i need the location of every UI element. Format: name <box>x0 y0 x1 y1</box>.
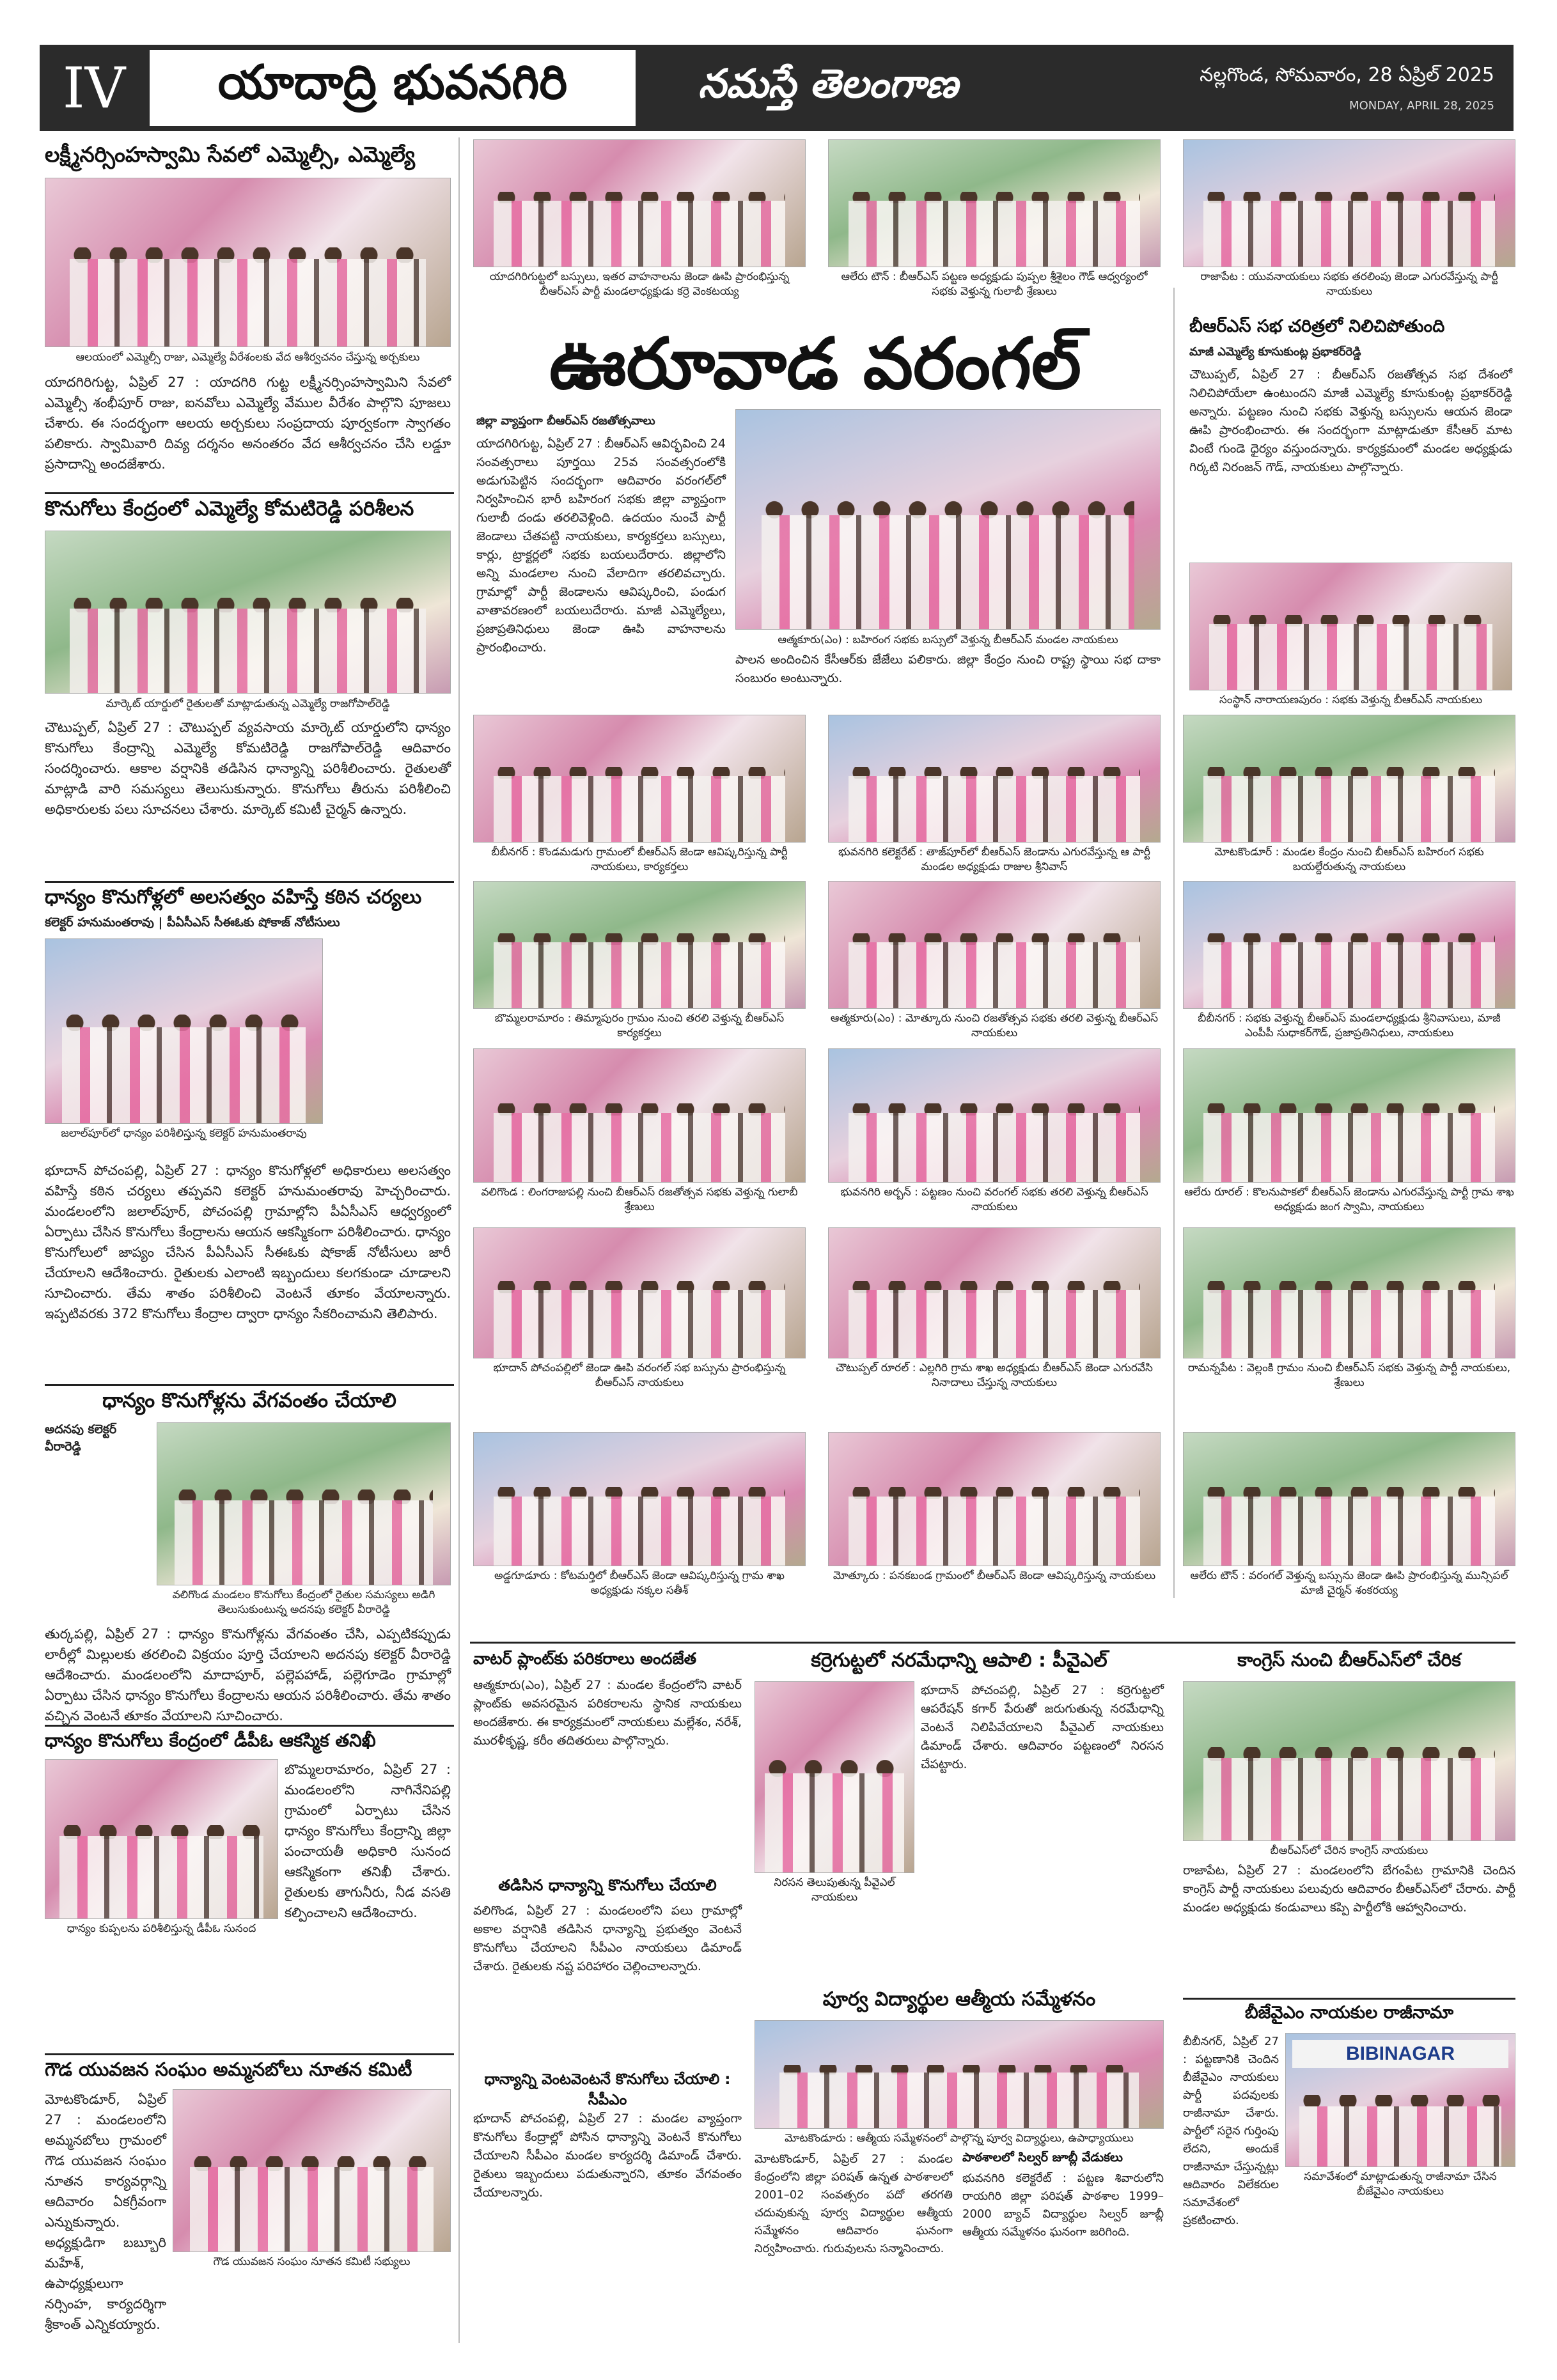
story5-headline: ధాన్యం కొనుగోలు కేంద్రంలో డీపీఓ ఆకస్మిక తనిఖీ <box>45 1730 376 1751</box>
grid-photo <box>1183 881 1515 1009</box>
pyl-body: భూదాన్ పోచంపల్లి, ఏప్రిల్ 27 : కర్రెగుట్టలో ఆపరేషన్ కగార్ పేరుతో జరుగుతున్న నరమేధాన్ని వెంటనే నిలిపివేయాలని పీవైఎల్ నాయకులు డిమాండ్ చేశారు. ఆదివారం పట్టణంలో నిరసన చేపట్టారు. <box>921 1683 1164 1771</box>
lead-body-col3: పాలన అందించిన కేసీఆర్‌కు జేజేలు పలికారు. జిల్లా కేంద్రం నుంచి రాష్ట్ర స్థాయి సభ దాకా సంబురం అంటున్నారు. <box>735 653 1161 685</box>
story-divider <box>45 1725 454 1727</box>
column-divider <box>1173 288 1175 1598</box>
right-box-photo <box>1189 563 1512 690</box>
congress-body: రాజాపేట, ఏప్రిల్ 27 : మండలంలోని బేగంపేట గ్రామానికి చెందిన కాంగ్రెస్ పార్టీ నాయకులు పలువురు ఆదివారం బీఆర్‌ఎస్‌లో చేరారు. పార్టీ మండల అధ్యక్షుడు కండువాలు కప్పి పార్టీలోకి ఆహ్వానించారు. <box>1183 1863 1515 1915</box>
silver-body: భువనగిరి కలెక్టరేట్ : పట్టణ శివారులోని రాయగిరి జిల్లా పరిషత్ పాఠశాల 1999–2000 బ్యాచ్ విద్యార్థుల సిల్వర్ జూబ్లీ ఆత్మీయ సమ్మేళనం ఘనంగా జరిగింది. <box>962 2172 1164 2239</box>
grid-photo <box>828 1048 1161 1183</box>
bjym-banner: BIBINAGAR <box>1292 2040 1508 2068</box>
story4-byline: అదనపు కలెక్టర్ వీరారెడ్డి <box>45 1422 117 1454</box>
bjym-body-cont <box>1183 2212 1515 2340</box>
top-photo-3-caption: రాజాపేట : యువనాయకులు సభకు తరలింపు జెండా ఎగురవేస్తున్న పార్టీ నాయకులు <box>1200 270 1498 298</box>
page-number: IV <box>62 55 126 121</box>
grid-photo <box>828 1227 1161 1358</box>
column-divider <box>458 137 460 2343</box>
story4-body: తుర్కపల్లి, ఏప్రిల్ 27 : ధాన్యం కొనుగోళ్లను వేగవంతం చేసి, ఎప్పటికప్పుడు లారీల్లో మిల్లులకు తరలించి విక్రయం పూర్తి చేయాలని అదనపు కలెక్టర్ వీరారెడ్డి ఆదేశించారు. మండలంలోని మాదాపూర్, పల్లెపహాడ్, పల్లెగూడెం గ్రామాల్లో ఏర్పాటు చేసిన ధాన్యం కొనుగోలు కేంద్రాలను ఆయన పరిశీలించారు. తేమ శాతం వచ్చిన వెంటనే తూకం వేయాలని సూచించారు. <box>45 1626 451 1723</box>
grid-photo <box>1183 1048 1515 1183</box>
grid-caption: చౌటుప్పల్ రూరల్ : ఎల్లగిరి గ్రామ శాఖ అధ్యక్షుడు బీఆర్‌ఎస్ జెండా ఎగురవేసి నినాదాలు చేస్తున్న నాయకులు <box>836 1362 1153 1389</box>
story-divider <box>1183 1998 1515 2000</box>
story3-headline: ధాన్యం కొనుగోళ్లలో అలసత్వం వహిస్తే కఠిన చర్యలు <box>45 886 422 908</box>
section-title: యాదాద్రి భువనగిరి <box>150 50 636 126</box>
grid-caption: మోటకొండూర్ : మండల కేంద్రం నుంచి బీఆర్‌ఎస్ బహిరంగ సభకు బయల్దేరుతున్న నాయకులు <box>1214 846 1484 873</box>
grid-caption: రామన్నపేట : వెల్లంకి గ్రామం నుంచి బీఆర్‌ఎస్ సభకు వెళ్తున్న పార్టీ నాయకులు, శ్రేణులు <box>1187 1362 1511 1389</box>
buy-now-body: భూదాన్ పోచంపల్లి, ఏప్రిల్ 27 : మండల వ్యాప్తంగా కొనుగోలు కేంద్రాల్లో పోసిన ధాన్యాన్ని వెంటనే కొనుగోలు చేయాలని సీపీఎం మండల కార్యదర్శి డిమాండ్ చేశారు. రైతులు ఇబ్బందులు పడుతున్నారని, తూకం వేగవంతం చేయాలన్నారు. <box>473 2112 742 2200</box>
buy-now-headline: ధాన్యాన్ని వెంటవెంటనే కొనుగోలు చేయాలి : సీపీఎం <box>484 2071 731 2108</box>
date-english: MONDAY, APRIL 28, 2025 <box>1349 99 1494 113</box>
story1-headline: లక్ష్మీనర్సింహస్వామి సేవలో ఎమ్మెల్సీ, ఎమ్మెల్యే <box>45 142 415 167</box>
top-photo-3 <box>1183 139 1515 267</box>
section-divider <box>470 1642 1515 1644</box>
grid-caption: బీబీనగర్ : కొండమడుగు గ్రామంలో బీఆర్‌ఎస్ జెండా ఆవిష్కరిస్తున్న పార్టీ నాయకులు, కార్యకర్తలు <box>491 846 788 873</box>
bjym-body: బీబీనగర్, ఏప్రిల్ 27 : పట్టణానికి చెందిన బీజేవైఎం నాయకులు పార్టీ పదవులకు రాజీనామా చేశారు. పార్టీలో సరైన గుర్తింపు లేదని, అందుకే రాజీనామా చేస్తున్నట్లు ఆదివారం విలేకరుల సమావేశంలో ప్రకటించారు. <box>1183 2035 1279 2227</box>
lead-headline: ఊరూవాడ వరంగల్ <box>549 323 1082 405</box>
lead-photo-caption: ఆత్మకూరు(ఎం) : బహిరంగ సభకు బస్సులో వెళ్తున్న బీఆర్‌ఎస్ మండల నాయకులు <box>778 634 1118 646</box>
story5-photo <box>45 1759 278 1919</box>
wet-grain-headline: తడిసిన ధాన్యాన్ని కొనుగోలు చేయాలి <box>498 1876 717 1894</box>
grid-caption: ఆలేరు రూరల్ : కొలనుపాకలో బీఆర్‌ఎస్ జెండాను ఎగురవేస్తున్న పార్టీ గ్రామ శాఖ అధ్యక్షుడు జంగ స్వామి, నాయకులు <box>1184 1186 1514 1213</box>
story6-caption: గౌడ యువజన సంఘం నూతన కమిటీ సభ్యులు <box>213 2255 411 2268</box>
wet-grain-body: వలిగొండ, ఏప్రిల్ 27 : మండలంలోని పలు గ్రామాల్లో అకాల వర్షానికి తడిసిన ధాన్యాన్ని ప్రభుత్వం వెంటనే కొనుగోలు చేయాలని సీపీఎం నాయకులు డిమాండ్ చేశారు. రైతులకు నష్ట పరిహారం చెల్లించాలన్నారు. <box>473 1904 742 1973</box>
grid-caption: అడ్డగూడూరు : కోటమర్తిలో బీఆర్‌ఎస్ జెండా ఆవిష్కరిస్తున్న గ్రామ శాఖ అధ్యక్షుడు నక్కల సతీశ్ <box>494 1569 785 1597</box>
top-photo-2-caption: ఆలేరు టౌన్ : బీఆర్‌ఎస్ పట్టణ అధ్యక్షుడు పుప్పల శ్రీశైలం గౌడ్ ఆధ్వర్యంలో సభకు వెళ్తున్న గులాబీ శ్రేణులు <box>841 270 1148 298</box>
story3-body: భూదాన్ పోచంపల్లి, ఏప్రిల్ 27 : ధాన్యం కొనుగోళ్లలో అధికారులు అలసత్వం వహిస్తే కఠిన చర్యలు తప్పవని కలెక్టర్ హనుమంతరావు హెచ్చరించారు. మండలంలోని జలాల్‌పూర్, పోచంపల్లి గ్రామాల్లోని పీఏసీఎస్ ఆధ్వర్యంలో ఏర్పాటు చేసిన కొనుగోలు కేంద్రాలను ఆయన ఆకస్మికంగా పరిశీలించారు. ధాన్యం కొనుగోలులో జాప్యం చేసిన పీఏసీఎస్ సీఈఓకు షోకాజ్ నోటీసులు జారీ చేయాలని ఆదేశించారు. రైతులకు ఎలాంటి ఇబ్బందులు కలగకుండా చూడాలని సూచించారు. తేమ శాతం పరిశీలించి వెంటనే తూకం వేయాలన్నారు. ఇప్పటివరకు 372 కొనుగోలు కేంద్రాల ద్వారా ధాన్యం సేకరించామని తెలిపారు. <box>45 1163 451 1321</box>
grid-photo <box>473 715 806 843</box>
grid-photo <box>828 881 1161 1009</box>
grid-photo <box>1183 715 1515 843</box>
grid-photo <box>473 881 806 1009</box>
story3-byline: కలెక్టర్ హనుమంతరావు | పీఏసీఎస్ సీఈఓకు షోకాజ్ నోటీసులు <box>45 915 340 929</box>
story3-caption: జలాల్‌పూర్‌లో ధాన్యం పరిశీలిస్తున్న కలెక్టర్ హనుమంతరావు <box>61 1127 307 1140</box>
alumni-caption: మోటకొండూరు : ఆత్మీయ సమ్మేళనంలో పాల్గొన్న పూర్వ విద్యార్థులు, ఉపాధ్యాయులు <box>785 2132 1134 2145</box>
story-divider <box>45 1384 454 1386</box>
congress-photo <box>1183 1681 1515 1841</box>
grid-caption: బీబీనగర్ : సభకు వెళ్తున్న బీఆర్‌ఎస్ మండలాధ్యక్షుడు శ్రీనివాసులు, మాజీ ఎంపీపీ సుధాకర్‌గౌడ్, ప్రజాప్రతినిధులు, నాయకులు <box>1198 1012 1501 1039</box>
story3-photo <box>45 938 323 1124</box>
alumni-headline: పూర్వ విద్యార్థుల ఆత్మీయ సమ్మేళనం <box>822 1988 1096 2011</box>
top-photo-2 <box>828 139 1161 267</box>
grid-caption: మోత్కూరు : పనకబండ గ్రామంలో బీఆర్‌ఎస్ జెండా ఆవిష్కరిస్తున్న నాయకులు <box>833 1569 1156 1582</box>
story4-headline: ధాన్యం కొనుగోళ్లను వేగవంతం చేయాలి <box>102 1389 396 1412</box>
date-telugu: నల్లగొండ, సోమవారం, 28 ఏప్రిల్ 2025 <box>1200 64 1494 86</box>
grid-caption: బొమ్మలరామారం : తిమ్మాపురం గ్రామం నుంచి తరలి వెళ్తున్న బీఆర్‌ఎస్ కార్యకర్తలు <box>494 1012 785 1039</box>
water-plant-body: ఆత్మకూరు(ఎం), ఏప్రిల్ 27 : మండల కేంద్రంలోని వాటర్ ప్లాంట్‌కు అవసరమైన పరికరాలను స్థానిక నాయకులు అందజేశారు. ఈ కార్యక్రమంలో నాయకులు మల్లేశం, నరేశ్, మురళీకృష్ణ, కరీం తదితరులు పాల్గొన్నారు. <box>473 1678 742 1748</box>
grid-photo <box>828 715 1161 843</box>
story1-caption: ఆలయంలో ఎమ్మెల్సీ రాజు, ఎమ్మెల్యే వీరేశంలకు వేద ఆశీర్వచనం చేస్తున్న అర్చకులు <box>75 351 420 364</box>
story1-body: యాదగిరిగుట్ట, ఏప్రిల్ 27 : యాదగిరి గుట్ట లక్ష్మీనర్సింహస్వామిని సేవలో ఎమ్మెల్సీ శంభీపూర్ రాజు, ఐనవోలు ఎమ్మెల్యే వేముల వీరేశం పాల్గొని పూజలు చేశారు. ఈ సందర్భంగా ఆలయ అర్చకులు సంప్రదాయ పూర్వకంగా స్వాగతం పలికారు. స్వామివారి దివ్య దర్శనం అనంతరం వేద ఆశీర్వచనం చేసి లడ్డూ ప్రసాదాన్ని అందజేశారు. <box>45 375 451 472</box>
top-photo-1 <box>473 139 806 267</box>
lead-body: యాదగిరిగుట్ట, ఏప్రిల్ 27 : బీఆర్‌ఎస్ ఆవిర్భవించి 24 సంవత్సరాలు పూర్తయి 25వ సంవత్సరంలోకి అడుగుపెట్టిన సందర్భంగా ఆదివారం వరంగల్‌లో నిర్వహించిన భారీ బహిరంగ సభకు జిల్లా వ్యాప్తంగా గులాబీ దండు తరలివెళ్లింది. ఉదయం నుంచే పార్టీ జెండాలు చేతపట్టి నాయకులు, కార్యకర్తలు బస్సులు, కార్లు, ట్రాక్టర్లలో సభకు బయలుదేరారు. జిల్లాలోని అన్ని మండలాల నుంచి వేలాదిగా తరలివచ్చారు. గ్రామాల్లో పార్టీ జెండాలను ఆవిష్కరించి, పండుగ వాతావరణంలో బయలుదేరారు. మాజీ ఎమ్మెల్యేలు, ప్రజాప్రతినిధులు జెండా ఊపి వాహనాలను ప్రారంభించారు. <box>476 437 726 655</box>
bjym-headline: బీజేవైఎం నాయకుల రాజీనామా <box>1244 2003 1454 2023</box>
right-box-headline: బీఆర్‌ఎస్ సభ చరిత్రలో నిలిచిపోతుంది <box>1189 316 1445 336</box>
top-photo-1-caption: యాదగిరిగుట్టలో బస్సులు, ఇతర వాహనాలను జెండా ఊపి ప్రారంభిస్తున్న బీఆర్‌ఎస్ పార్టీ మండలాధ్యక్షుడు కర్రె వెంకటయ్య <box>489 270 790 298</box>
right-box-byline: మాజీ ఎమ్మెల్యే కూసుకుంట్ల ప్రభాకర్‌రెడ్డి <box>1189 345 1361 359</box>
story6-headline: గౌడ యువజన సంఘం అమ్మనబోలు నూతన కమిటీ <box>45 2058 412 2080</box>
story-divider <box>45 2053 454 2055</box>
story-divider <box>45 881 454 883</box>
grid-photo <box>1183 1227 1515 1358</box>
story2-caption: మార్కెట్ యార్డులో రైతులతో మాట్లాడుతున్న ఎమ్మెల్యే రాజగోపాల్‌రెడ్డి <box>106 697 390 710</box>
pyl-caption: నిరసన తెలుపుతున్న పీవైఎల్ నాయకులు <box>774 1876 895 1904</box>
story5-caption: ధాన్యం కుప్పలను పరిశీలిస్తున్న డీపీఓ సునంద <box>67 1922 256 1935</box>
congress-caption: బీఆర్‌ఎస్‌లో చేరిన కాంగ్రెస్ నాయకులు <box>1270 1844 1428 1857</box>
grid-caption: భూదాన్ పోచంపల్లిలో జెండా ఊపి వరంగల్ సభ బస్సును ప్రారంభిస్తున్న బీఆర్‌ఎస్ నాయకులు <box>493 1362 786 1389</box>
congress-headline: కాంగ్రెస్ నుంచి బీఆర్‌ఎస్‌లో చేరిక <box>1237 1649 1461 1670</box>
story2-body: చౌటుప్పల్, ఏప్రిల్ 27 : చౌటుప్పల్ వ్యవసాయ మార్కెట్ యార్డులోని ధాన్యం కొనుగోలు కేంద్రాన్ని ఎమ్మెల్యే కోమటిరెడ్డి రాజగోపాల్‌రెడ్డి ఆదివారం సందర్శించారు. ఆకాల వర్షానికి తడిసిన ధాన్యాన్ని పరిశీలించారు. రైతులతో మాట్లాడి వారి సమస్యలు తెలుసుకున్నారు. కొనుగోలు తీరును పరిశీలించి అధికారులకు పలు సూచనలు చేశారు. మార్కెట్ కమిటీ చైర్మన్ ఉన్నారు. <box>45 720 451 817</box>
silver-headline: పాఠశాలలో సిల్వర్ జూబ్లీ వేడుకలు <box>962 2151 1123 2165</box>
story2-headline: కొనుగోలు కేంద్రంలో ఎమ్మెల్యే కోమటిరెడ్డి పరిశీలన <box>45 497 414 520</box>
grid-photo <box>473 1048 806 1183</box>
grid-caption: వలిగొండ : లింగరాజుపల్లి నుంచి బీఆర్‌ఎస్ రజతోత్సవ సభకు వెళ్తున్న గులాబీ శ్రేణులు <box>481 1186 798 1213</box>
grid-caption: ఆత్మకూరు(ఎం) : మోత్కూరు నుంచి రజతోత్సవ సభకు తరలి వెళ్తున్న బీఆర్‌ఎస్ నాయకులు <box>830 1012 1159 1039</box>
grid-caption: భువనగిరి అర్బన్ : పట్టణం నుంచి వరంగల్ సభకు తరలి వెళ్తున్న బీఆర్‌ఎస్ నాయకులు <box>840 1186 1148 1213</box>
grid-photo <box>473 1227 806 1358</box>
right-box-body: చౌటుప్పల్, ఏప్రిల్ 27 : బీఆర్‌ఎస్ రజతోత్సవ సభ దేశంలో నిలిచిపోయేలా ఉంటుందని మాజీ ఎమ్మెల్యే కూసుకుంట్ల ప్రభాకర్‌రెడ్డి అన్నారు. పట్టణం నుంచి సభకు వెళ్తున్న బస్సులను ఆయన జెండా ఊపి ప్రారంభించారు. ఈ సందర్భంగా మాట్లాడుతూ కేసీఆర్ మాట వింటే గుండె ధైర్యం వస్తుందన్నారు. కార్యక్రమంలో మండల అధ్యక్షుడు గిర్కటి నిరంజన్ గౌడ్, నాయకులు పాల్గొన్నారు. <box>1189 368 1512 474</box>
paper-name: నమస్తే తెలంగాణ <box>698 59 958 107</box>
story6-photo <box>173 2089 451 2252</box>
pyl-photo <box>755 1681 914 1873</box>
alumni-body: మోటకొండూర్, ఏప్రిల్ 27 : మండల కేంద్రంలోని జిల్లా పరిషత్ ఉన్నత పాఠశాలలో 2001–02 సంవత్సరం పదో తరగతి చదువుకున్న పూర్వ విద్యార్థుల ఆత్మీయ సమ్మేళనం ఆదివారం ఘనంగా నిర్వహించారు. గురువులను సన్మానించారు. <box>755 2152 953 2255</box>
water-plant-headline: వాటర్ ప్లాంట్‌కు పరికరాలు అందజేత <box>473 1649 697 1668</box>
pyl-headline: కర్రెగుట్టలో నరమేధాన్ని ఆపాలి : పీవైఎల్ <box>811 1649 1107 1672</box>
story5-body: బొమ్మలరామారం, ఏప్రిల్ 27 : మండలంలోని నాగినేనిపల్లి గ్రామంలో ఏర్పాటు చేసిన ధాన్యం కొనుగోలు కేంద్రాన్ని జిల్లా పంచాయతీ అధికారి సునంద ఆకస్మికంగా తనిఖీ చేశారు. రైతులకు తాగునీరు, నీడ వసతి కల్పించాలని ఆదేశించారు. <box>285 1762 451 1920</box>
story4-photo <box>157 1422 451 1585</box>
story2-photo <box>45 531 451 694</box>
lead-photo <box>735 409 1161 630</box>
story4-caption: వలిగొండ మండలం కొనుగోలు కేంద్రంలో రైతుల సమస్యలు అడిగి తెలుసుకుంటున్న అదనపు కలెక్టర్ వీరారెడ్డి <box>172 1589 435 1616</box>
story1-photo <box>45 178 451 347</box>
alumni-photo <box>755 2020 1164 2129</box>
story-divider <box>45 492 454 494</box>
masthead <box>40 45 1514 131</box>
right-box-photo-caption: సంస్థాన్ నారాయణపురం : సభకు వెళ్తున్న బీఆర్‌ఎస్ నాయకులు <box>1219 694 1483 706</box>
grid-photo <box>1183 1432 1515 1566</box>
bjym-photo <box>1285 2033 1515 2167</box>
story6-body: మోటకొండూర్, ఏప్రిల్ 27 : మండలంలోని అమ్మనబోలు గ్రామంలో గౌడ యువజన సంఘం నూతన కార్యవర్గాన్ని ఆదివారం ఏకగ్రీవంగా ఎన్నుకున్నారు. అధ్యక్షుడిగా బబ్బూరి మహేశ్, ఉపాధ్యక్షులుగా నర్సింహ, కార్యదర్శిగా శ్రీకాంత్ ఎన్నికయ్యారు. <box>45 2092 166 2332</box>
bjym-caption: సమావేశంలో మాట్లాడుతున్న రాజీనామా చేసిన బీజేవైఎం నాయకులు <box>1304 2170 1497 2198</box>
grid-caption: ఆలేరు టౌన్ : వరంగల్ వెళ్తున్న బస్సును జెండా ఊపి ప్రారంభిస్తున్న మున్సిపల్ మాజీ చైర్మన్ శంకరయ్య <box>1190 1569 1508 1597</box>
lead-byline: జిల్లా వ్యాప్తంగా బీఆర్‌ఎస్ రజతోత్సవాలు <box>476 414 655 428</box>
grid-caption: భువనగిరి కలెక్టరేట్ : తాజ్‌పూర్‌లో బీఆర్‌ఎస్ జెండాను ఎగురవేస్తున్న ఆ పార్టీ మండల అధ్యక్షుడు రాజుల శ్రీనివాస్ <box>838 846 1150 873</box>
grid-photo <box>828 1432 1161 1566</box>
grid-photo <box>473 1432 806 1566</box>
